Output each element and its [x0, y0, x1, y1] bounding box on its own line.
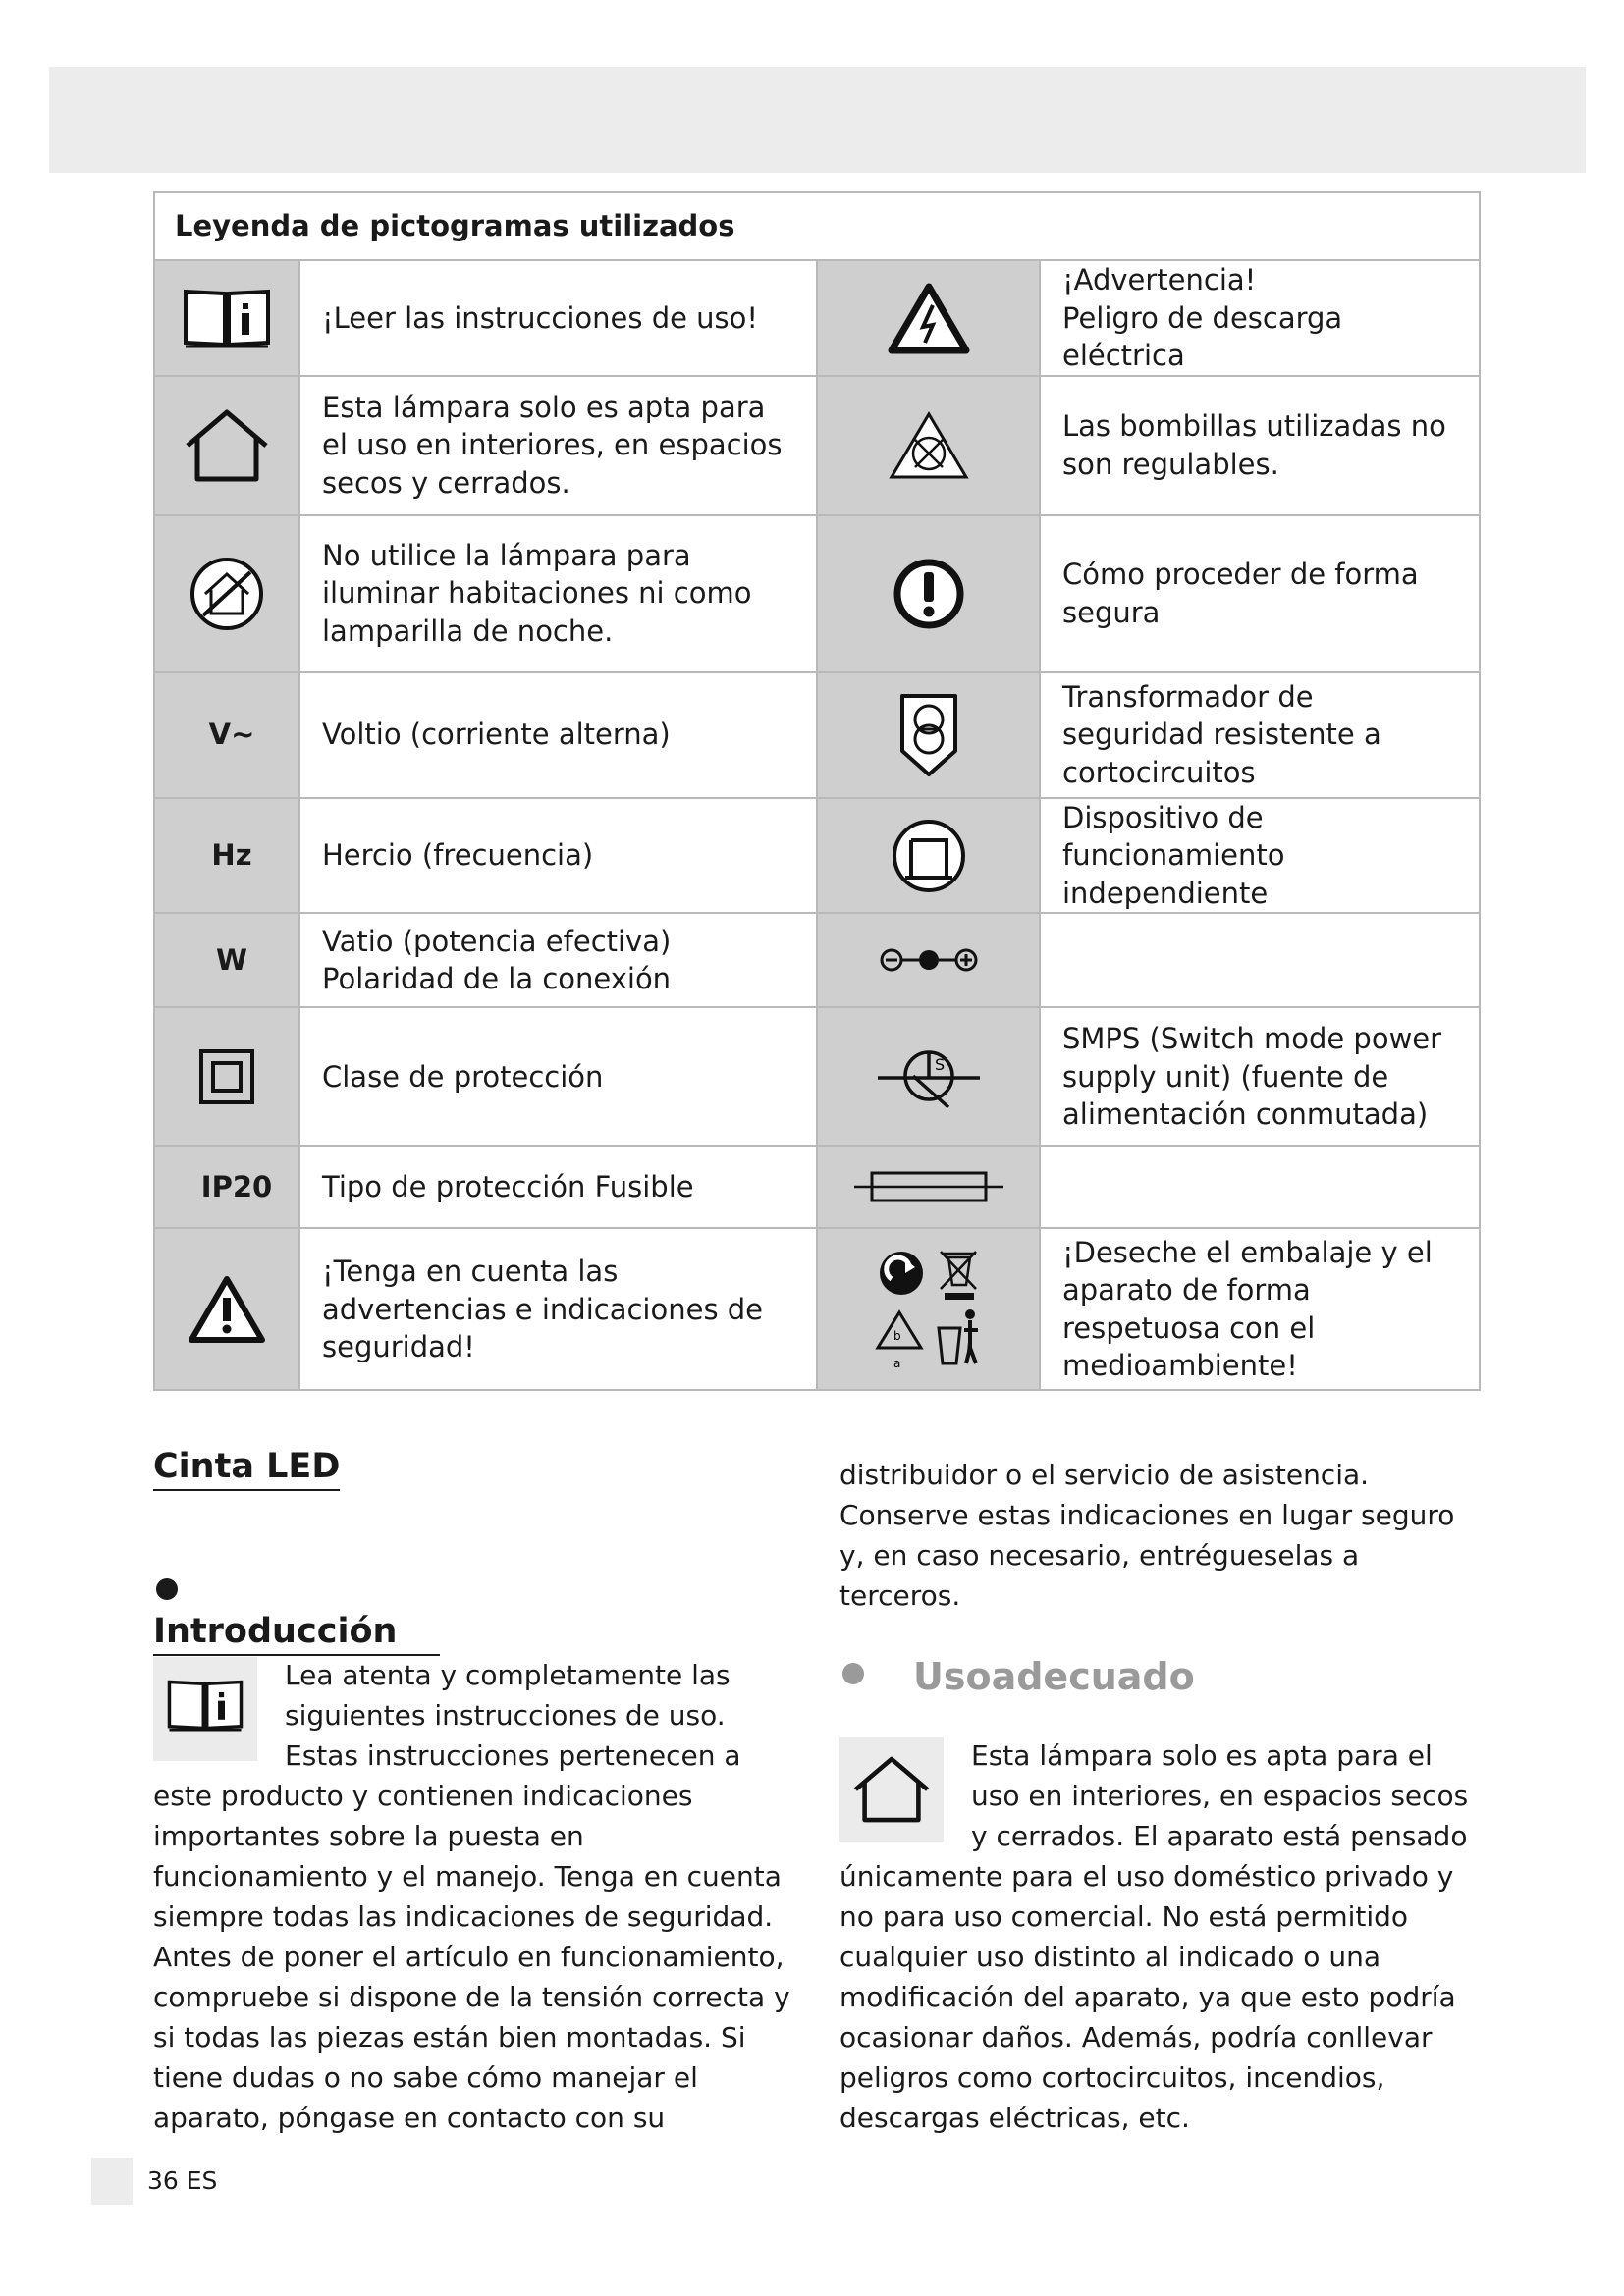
page-language: ES — [186, 2166, 218, 2195]
watt-symbol: W — [154, 913, 299, 1007]
legend-text-line: ¡Advertencia! — [1062, 263, 1257, 296]
protection-class-icon — [154, 1007, 299, 1146]
frequency-symbol: Hz — [154, 798, 299, 914]
page-number — [147, 2166, 217, 2195]
safety-transformer-icon — [817, 672, 1040, 798]
fuse-icon — [817, 1146, 1040, 1228]
legend-text: Tipo de protección Fusible — [299, 1146, 817, 1228]
header-band — [49, 67, 1586, 173]
indoor-house-icon — [839, 1737, 944, 1842]
read-instructions-icon — [154, 260, 299, 376]
legend-text — [1040, 913, 1480, 1007]
independent-device-icon — [817, 798, 1040, 914]
warning-triangle-icon — [154, 1228, 299, 1390]
section-title-cinta: Cinta LED — [153, 1447, 340, 1491]
exclamation-circle-icon — [817, 515, 1040, 672]
legend-text — [1040, 260, 1480, 376]
bullet-icon — [156, 1578, 178, 1600]
legend-text: ¡Leer las instrucciones de uso! — [299, 260, 817, 376]
intro-title-text: Introducción — [153, 1612, 398, 1651]
legend-text: Transformador de seguridad resistente a cortocircuitos — [1040, 672, 1480, 798]
legend-text: Las bombillas utilizadas no son regulables. — [1040, 376, 1480, 515]
legend-text: Clase de protección — [299, 1007, 817, 1146]
read-instructions-icon — [153, 1657, 257, 1761]
section-title-intro — [153, 1573, 440, 1656]
legend-text: Vatio (potencia efectiva) Polaridad de la conexión — [299, 913, 817, 1007]
uso-paragraph — [839, 1735, 1488, 2138]
legend-text: Dispositivo de funcionamiento independiente — [1040, 798, 1480, 914]
intro-text: Lea atenta y completamente las siguientes instrucciones de uso. Estas instrucciones pertenecen a este producto y contienen indicaciones importantes sobre la puesta en funcionamiento y el manejo. Tenga en cuenta siempre todas las indicaciones de seguridad. Antes de poner el artículo en funcionamiento, compruebe si dispone de la tensión correcta y si todas las piezas están bien montadas. Si tiene dudas o no sabe cómo manejar el aparato, póngase en contacto con su — [153, 1659, 790, 2134]
pictogram-legend-table — [153, 191, 1481, 1391]
legend-text: ¡Tenga en cuenta las advertencias e indicaciones de seguridad! — [299, 1228, 817, 1390]
smps-icon — [817, 1007, 1040, 1146]
legend-title: Leyenda de pictogramas utilizados — [154, 192, 1480, 260]
legend-text: Esta lámpara solo es apta para el uso en interiores, en espacios secos y cerrados. — [299, 376, 817, 515]
legend-text: No utilice la lámpara para iluminar habitaciones ni como lamparilla de noche. — [299, 515, 817, 672]
uso-text: Esta lámpara solo es apta para el uso en interiores, en espacios secos y cerrados. El aparato está pensado únicamente para el uso doméstico privado y no para uso comercial. No está permitido cualquier uso distinto al indicado o una modificación del aparato, ya que esto podría ocasionar daños. Además, podría conllevar peligros como cortocircuitos, incendios, descargas eléctricas, etc. — [839, 1739, 1469, 2134]
polarity-icon — [817, 913, 1040, 1007]
bullet-icon — [842, 1663, 864, 1684]
recycling-icons — [817, 1228, 1040, 1390]
svg-text:b: b — [893, 1328, 901, 1343]
legend-text: Hercio (frecuencia) — [299, 798, 817, 914]
svg-text:a: a — [893, 1356, 900, 1370]
page-number-box — [91, 2158, 133, 2205]
legend-text: Voltio (corriente alterna) — [299, 672, 817, 798]
electric-warning-icon — [817, 260, 1040, 376]
no-dimming-icon — [817, 376, 1040, 515]
ip-rating-symbol: IP20 — [154, 1146, 299, 1228]
legend-text-line: Peligro de descarga eléctrica — [1062, 300, 1343, 373]
intro-paragraph — [153, 1655, 791, 2138]
page-number-value: 36 — [147, 2166, 179, 2195]
section-title-uso — [839, 1655, 1195, 1698]
legend-text: ¡Deseche el embalaje y el aparato de forma respetuosa con el medioambiente! — [1040, 1228, 1480, 1390]
svg-text:S: S — [934, 1054, 945, 1074]
no-room-lighting-icon — [154, 515, 299, 672]
uso-title-text: Usoadecuado — [913, 1655, 1195, 1698]
legend-text — [1040, 1146, 1480, 1228]
voltage-symbol: V~ — [154, 672, 299, 798]
indoor-house-icon — [154, 376, 299, 515]
intro-continuation: distribuidor o el servicio de asistencia. Conserve estas indicaciones en lugar seguro y, en caso necesario, entrégueselas a terceros. — [839, 1459, 1455, 1612]
legend-text: SMPS (Switch mode power supply unit) (fuente de alimentación conmutada) — [1040, 1007, 1480, 1146]
legend-text: Cómo proceder de forma segura — [1040, 515, 1480, 672]
